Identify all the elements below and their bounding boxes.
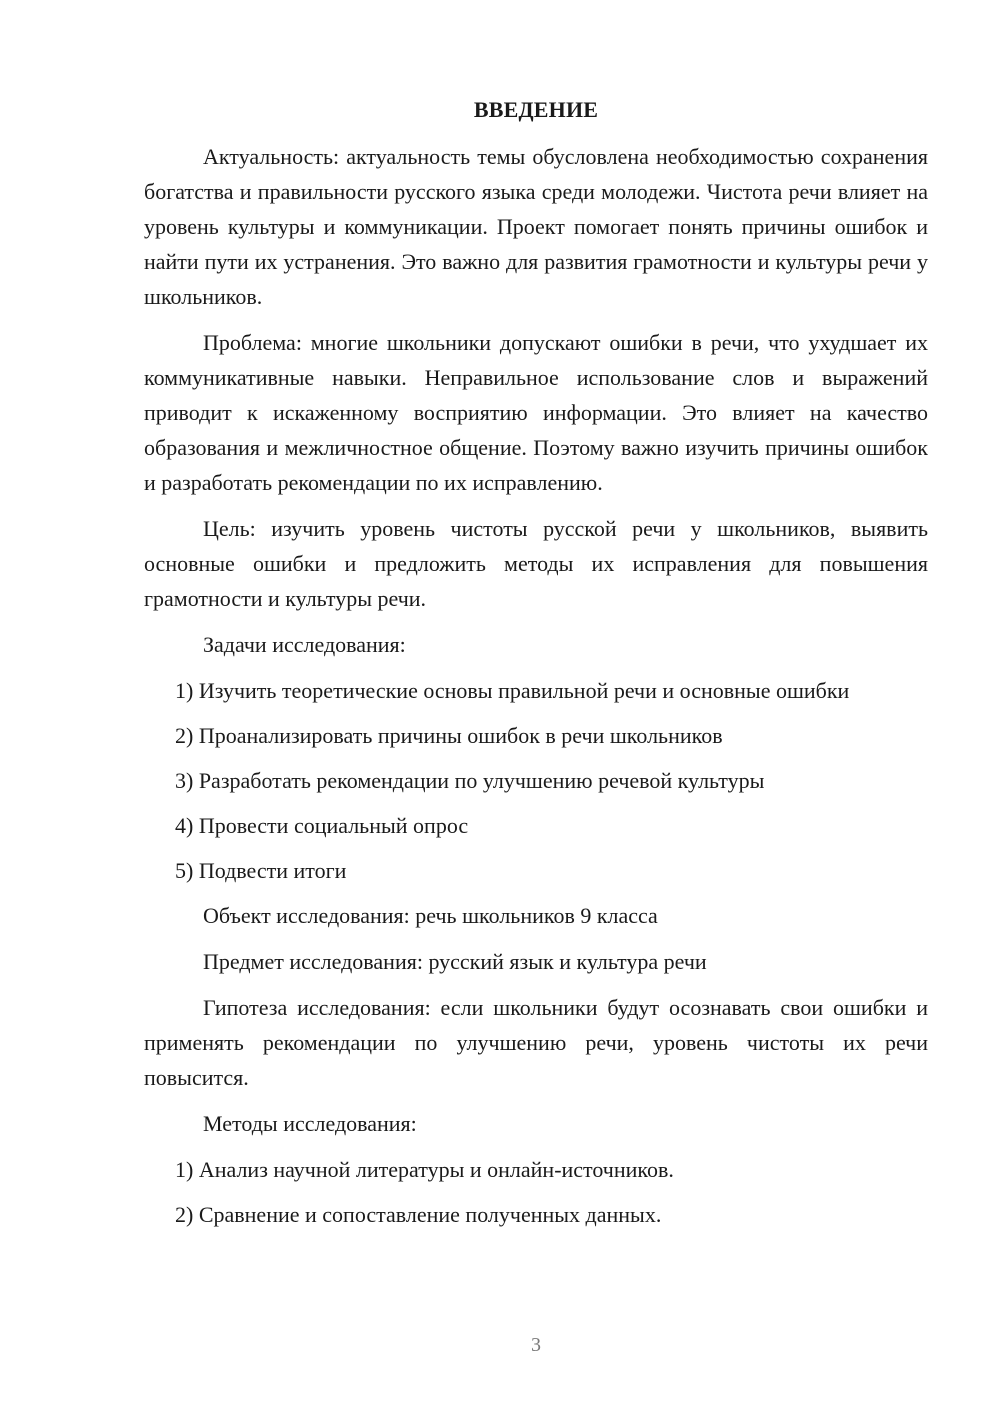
paragraph-subject: Предмет исследования: русский язык и культура речи xyxy=(203,949,707,974)
list-item: 3) Разработать рекомендации по улучшению речевой культуры xyxy=(175,768,765,793)
list-item: 1) Изучить теоретические основы правильной речи и основные ошибки xyxy=(175,678,850,703)
tasks-list xyxy=(144,673,928,888)
paragraph-relevance: Актуальность: актуальность темы обусловлена необходимостью сохранения богатства и правильности русского языка среди молодежи. Чистота речи влияет на уровень культуры и коммуникации. Проект помогает понять причины ошибок и найти пути их устранения. Это важно для развития грамотности и культуры речи у школьников. xyxy=(144,144,928,309)
page-number: 3 xyxy=(531,1334,541,1356)
tasks-heading: Задачи исследования: xyxy=(203,632,406,657)
list-item: 1) Анализ научной литературы и онлайн-источников. xyxy=(175,1157,674,1182)
paragraph-object: Объект исследования: речь школьников 9 класса xyxy=(203,903,658,928)
list-item: 2) Сравнение и сопоставление полученных данных. xyxy=(175,1202,662,1227)
methods-list xyxy=(144,1152,928,1232)
paragraph-problem: Проблема: многие школьники допускают ошибки в речи, что ухудшает их коммуникативные навыки. Неправильное использование слов и выражений приводит к искаженному восприятию информации. Это влияет на качество образования и межличностное общение. Поэтому важно изучить причины ошибок и разработать рекомендации по их исправлению. xyxy=(144,330,928,495)
section-title: ВВЕДЕНИЕ xyxy=(473,97,599,122)
methods-heading: Методы исследования: xyxy=(203,1111,417,1136)
list-item: 5) Подвести итоги xyxy=(175,858,347,883)
list-item: 2) Проанализировать причины ошибок в речи школьников xyxy=(175,723,723,748)
paragraph-goal: Цель: изучить уровень чистоты русской речи у школьников, выявить основные ошибки и предложить методы их исправления для повышения грамотности и культуры речи. xyxy=(144,516,928,611)
list-item: 4) Провести социальный опрос xyxy=(175,813,469,838)
paragraph-hypothesis: Гипотеза исследования: если школьники будут осознавать свои ошибки и применять рекомендации по улучшению речи, уровень чистоты их речи повысится. xyxy=(144,995,928,1090)
document-body xyxy=(144,92,928,1242)
